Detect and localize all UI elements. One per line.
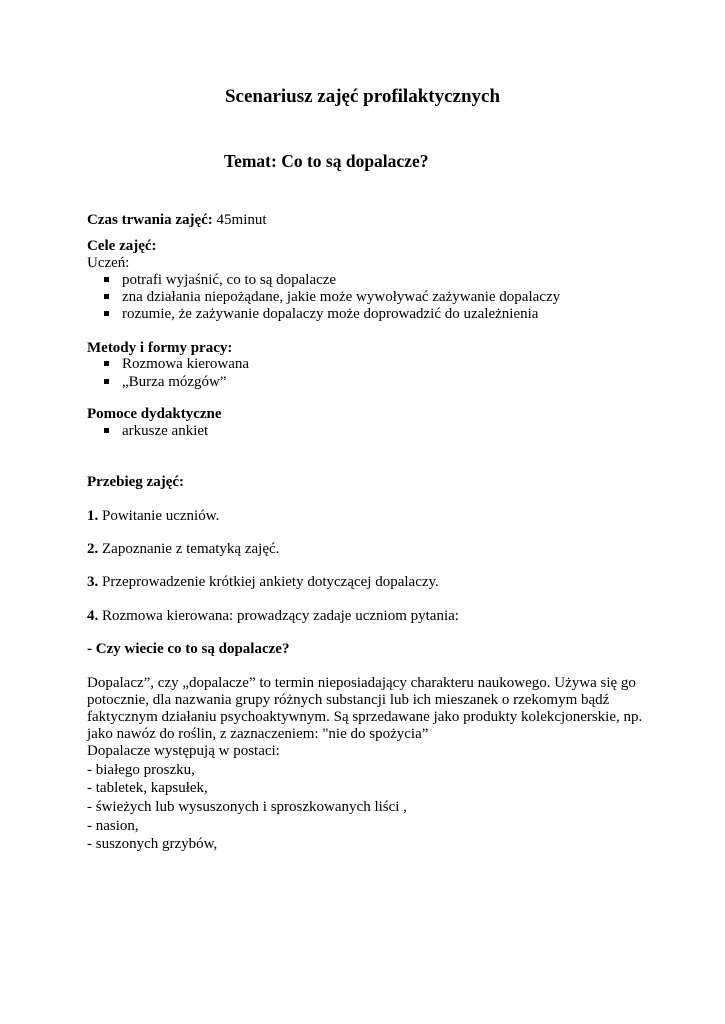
bullet-icon — [104, 428, 109, 433]
bullet-icon — [104, 294, 109, 299]
method-item: „Burza mózgów” — [104, 374, 227, 391]
paragraph-line: jako nawóz do roślin, z zaznaczeniem: "nie do spożycia” — [87, 726, 429, 742]
paragraph-line: Dopalacz”, czy „dopalacze” to termin nieposiadający charakteru naukowego. Używa się go — [87, 675, 636, 691]
goals-intro: Uczeń: — [87, 255, 130, 271]
document-subtitle: Temat: Co to są dopalacze? — [224, 151, 429, 171]
bullet-icon — [104, 361, 109, 366]
goal-item: potrafi wyjaśnić, co to są dopalacze — [104, 272, 336, 289]
course-heading: Przebieg zajęć: — [87, 474, 185, 490]
aid-item: arkusze ankiet — [104, 423, 208, 440]
course-step: 4. Rozmowa kierowana: prowadzący zadaje uczniom pytania: — [87, 608, 459, 624]
paragraph-line: faktycznym działaniu psychoaktywnym. Są sprzedawane jako produkty kolekcjonerskie, np. — [87, 709, 643, 725]
duration-label: Czas trwania zajęć: — [87, 212, 213, 228]
form-item: - suszonych grzybów, — [87, 836, 218, 852]
methods-heading: Metody i formy pracy: — [87, 340, 233, 356]
document-title: Scenariusz zajęć profilaktycznych — [224, 86, 501, 107]
form-item: - świeżych lub wysuszonych i sproszkowanych liści , — [87, 799, 407, 815]
form-item: - białego proszku, — [87, 762, 195, 778]
question-line: - Czy wiecie co to są dopalacze? — [87, 641, 290, 657]
course-step: 2. Zapoznanie z tematyką zajęć. — [87, 541, 280, 557]
aids-heading: Pomoce dydaktyczne — [87, 406, 222, 422]
duration-value: 45minut — [212, 212, 267, 228]
course-step: 1. Powitanie uczniów. — [87, 508, 220, 524]
method-item: Rozmowa kierowana — [104, 356, 249, 373]
course-step: 3. Przeprowadzenie krótkiej ankiety dotyczącej dopalaczy. — [87, 574, 439, 590]
goal-item: rozumie, że zażywanie dopalaczy może doprowadzić do uzależnienia — [104, 306, 538, 323]
form-item: - tabletek, kapsułek, — [87, 780, 208, 796]
form-item: - nasion, — [87, 818, 139, 834]
paragraph-line: Dopalacze występują w postaci: — [87, 743, 280, 759]
bullet-icon — [104, 277, 109, 282]
goal-item: zna działania niepożądane, jakie może wywoływać zażywanie dopalaczy — [104, 289, 560, 306]
duration-line — [87, 212, 267, 229]
paragraph-line: potocznie, dla nazwania grupy różnych substancji lub ich mieszanek o rzekomym bądź — [87, 692, 610, 708]
bullet-icon — [104, 379, 109, 384]
bullet-icon — [104, 311, 109, 316]
goals-heading: Cele zajęć: — [87, 238, 157, 254]
